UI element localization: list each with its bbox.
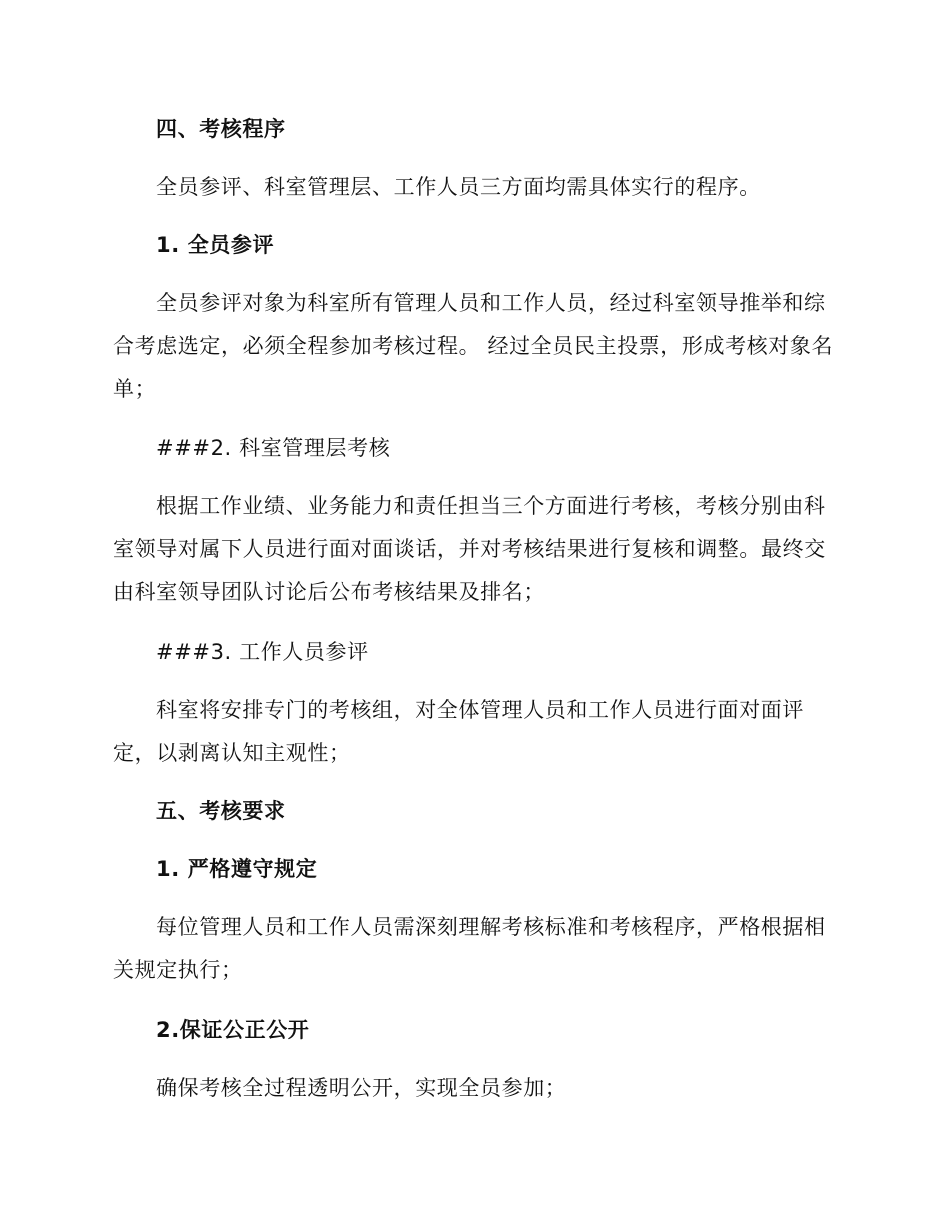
item-2-paragraph-line-2: 室领导对属下人员进行面对面谈话，并对考核结果进行复核和调整。最终交 [113,537,826,561]
item-2-heading: ###2. 科室管理层考核 [156,436,391,460]
item-1-paragraph-line-1: 全员参评对象为科室所有管理人员和工作人员，经过科室领导推举和综 [156,291,826,315]
item-3-paragraph-line-1: 科室将安排专门的考核组，对全体管理人员和工作人员进行面对面评 [156,698,804,722]
requirement-1-paragraph-line-2: 关规定执行； [113,958,243,982]
section-4-intro: 全员参评、科室管理层、工作人员三方面均需具体实行的程序。 [156,175,761,199]
requirement-2-paragraph-line-1: 确保考核全过程透明公开，实现全员参加； [156,1076,567,1100]
section-5-heading: 五、考核要求 [156,799,286,823]
requirement-1-heading: 1. 严格遵守规定 [156,857,318,881]
item-1-paragraph-line-3: 单； [113,377,157,401]
item-3-paragraph-line-2: 定，以剥离认知主观性； [113,741,351,765]
section-4-heading: 四、考核程序 [156,117,286,141]
item-1-heading: 1. 全员参评 [156,233,275,257]
requirement-1-paragraph-line-1: 每位管理人员和工作人员需深刻理解考核标准和考核程序，严格根据相 [156,915,826,939]
item-2-paragraph-line-1: 根据工作业绩、业务能力和责任担当三个方面进行考核，考核分别由科 [156,494,826,518]
requirement-2-heading: 2.保证公正公开 [156,1018,310,1042]
item-1-paragraph-line-2: 合考虑选定，必须全程参加考核过程。 经过全员民主投票，形成考核对象名 [113,334,834,358]
item-3-heading: ###3. 工作人员参评 [156,640,369,664]
item-2-paragraph-line-3: 由科室领导团队讨论后公布考核结果及排名； [113,580,545,604]
